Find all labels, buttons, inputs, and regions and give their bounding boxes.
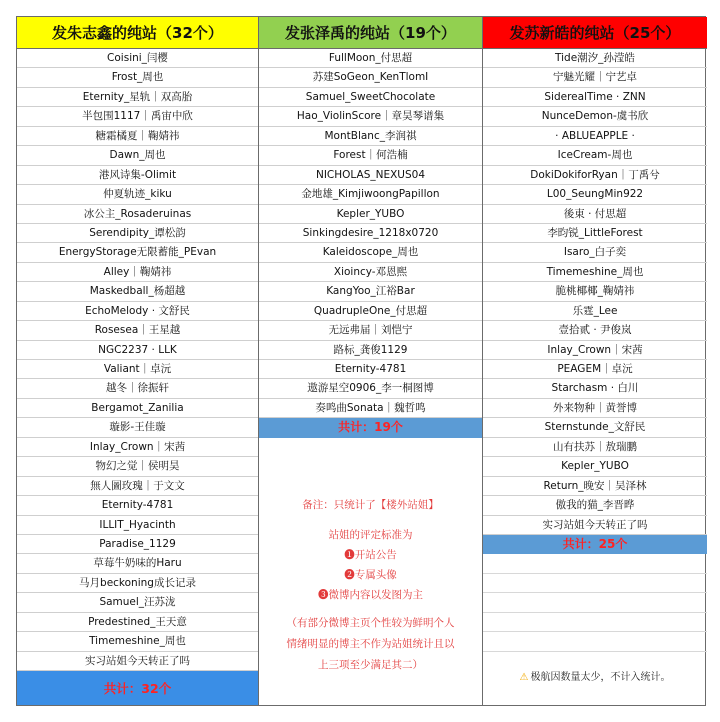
station-row: Eternity_星轨｜双高胎 — [17, 88, 258, 107]
station-row: 港风诗集-Olimit — [17, 166, 258, 185]
station-row: Return_晚安｜吴泽林 — [483, 477, 707, 496]
column-total: 共计：25个 — [483, 535, 707, 555]
station-row: Eternity-4781 — [259, 360, 482, 379]
station-row: Starchasm · 白川 — [483, 379, 707, 398]
station-row: Inlay_Crown｜宋茜 — [483, 341, 707, 360]
station-row: Eternity-4781 — [17, 496, 258, 515]
station-list — [17, 49, 258, 671]
station-row: NunceDemon-虞书欣 — [483, 107, 707, 126]
empty-row — [483, 593, 707, 612]
station-row: Isaro_白子奕 — [483, 243, 707, 262]
station-row: QuadrupleOne_付思超 — [259, 302, 482, 321]
criteria-title: 站姐的评定标准为 — [328, 529, 413, 541]
station-row: Timemeshine_周也 — [17, 632, 258, 651]
column-zhu-zhixin — [17, 17, 259, 705]
station-row: · ABLUEAPPLE · — [483, 127, 707, 146]
station-row: EnergyStorage无限蓄能_PEvan — [17, 243, 258, 262]
station-row: NGC2237 · LLK — [17, 341, 258, 360]
station-row: Samuel_汪苏泷 — [17, 593, 258, 612]
station-row: Xioincy-邓恩熙 — [259, 263, 482, 282]
station-row: Kaleidoscope_周也 — [259, 243, 482, 262]
station-row: L00_SeungMin922 — [483, 185, 707, 204]
warning-triangle-icon: ⚠ — [519, 672, 529, 683]
station-row: EchoMelody · 文舒民 — [17, 302, 258, 321]
footnote-line: （有部分微博主页个性较为鲜明个人 — [286, 617, 455, 629]
station-row: 乐霆_Lee — [483, 302, 707, 321]
criterion-item: ❶开站公告 — [344, 549, 397, 561]
station-row: Coisini_闫樱 — [17, 49, 258, 68]
empty-row — [483, 632, 707, 651]
station-row: Inlay_Crown｜宋茜 — [17, 438, 258, 457]
footnote-line: 上三项至少满足其二） — [318, 659, 423, 671]
station-row: Serendipity_谭松韵 — [17, 224, 258, 243]
station-row: 物幻之觉｜侯明昊 — [17, 457, 258, 476]
station-row: 脆桃椰椰_鞠婧祎 — [483, 282, 707, 301]
station-row: Timemeshine_周也 — [483, 263, 707, 282]
column-header: 发朱志鑫的纯站（32个） — [17, 17, 258, 49]
note-title: 备注：只统计了【楼外站姐】 — [302, 499, 439, 511]
station-row: Predestined_王天意 — [17, 613, 258, 632]
station-row: Frost_周也 — [17, 68, 258, 87]
station-row: ILLIT_Hyacinth — [17, 516, 258, 535]
station-row: SiderealTime · ZNN — [483, 88, 707, 107]
station-row: NICHOLAS_NEXUS04 — [259, 166, 482, 185]
station-row: 傲我的猫_李晋晔 — [483, 496, 707, 515]
station-row: Bergamot_Zanilia — [17, 399, 258, 418]
station-row: 半包围1117｜禹宙中欣 — [17, 107, 258, 126]
station-row: 後東 · 付思超 — [483, 205, 707, 224]
station-row: Forest｜何浩楠 — [259, 146, 482, 165]
station-row: 無人圖玫瑰｜于文文 — [17, 477, 258, 496]
column-total: 共计：32个 — [17, 671, 258, 705]
station-row: PEAGEM｜卓沅 — [483, 360, 707, 379]
station-row: Sinkingdesire_1218x0720 — [259, 224, 482, 243]
empty-row — [483, 554, 707, 573]
station-row: Alley｜鞠婧祎 — [17, 263, 258, 282]
station-row: 苏建SoGeon_KenTlomI — [259, 68, 482, 87]
station-row: Maskedball_杨超越 — [17, 282, 258, 301]
station-row: 山有扶苏｜敖瑞鹏 — [483, 438, 707, 457]
column-zhang-zeyu — [259, 17, 483, 705]
station-row: 马月beckoning成长记录 — [17, 574, 258, 593]
station-row: 仲夏轨迹_kiku — [17, 185, 258, 204]
station-row: Kepler_YUBO — [483, 457, 707, 476]
warning-note — [483, 668, 707, 683]
station-row: IceCream-周也 — [483, 146, 707, 165]
station-row: 遨游星空0906_李一桐图博 — [259, 379, 482, 398]
station-row: 外来物种｜黄誉博 — [483, 399, 707, 418]
empty-row — [483, 613, 707, 632]
station-row: Hao_ViolinScore｜章昊琴谱集 — [259, 107, 482, 126]
station-row: 壹拾贰 · 尹俊岚 — [483, 321, 707, 340]
criteria-note — [259, 495, 482, 676]
station-list — [259, 49, 482, 418]
note-footnote — [259, 613, 482, 676]
station-row: Tide潮汐_孙滢皓 — [483, 49, 707, 68]
station-list — [483, 49, 707, 535]
station-row: 实习站姐今天转正了吗 — [483, 516, 707, 535]
column-header: 发张泽禹的纯站（19个） — [259, 17, 482, 49]
station-row: 草莓牛奶味的Haru — [17, 554, 258, 573]
station-row: Samuel_SweetChocolate — [259, 88, 482, 107]
column-total: 共计：19个 — [259, 418, 482, 438]
warning-text: 极航因数量太少，不计入统计。 — [530, 672, 671, 683]
criterion-item: ❷专属头像 — [344, 569, 397, 581]
station-row: 越冬｜徐振轩 — [17, 379, 258, 398]
station-row: 实习站姐今天转正了吗 — [17, 652, 258, 671]
station-row: KangYoo_江裕Bar — [259, 282, 482, 301]
station-row: Kepler_YUBO — [259, 205, 482, 224]
column-header: 发苏新皓的纯站（25个） — [483, 17, 707, 49]
empty-rows — [483, 554, 707, 651]
station-row: Paradise_1129 — [17, 535, 258, 554]
column-su-xinhao — [483, 17, 707, 705]
station-row: Sternstunde_文舒民 — [483, 418, 707, 437]
station-row: Valiant｜卓沅 — [17, 360, 258, 379]
station-row: 路标_龚俊1129 — [259, 341, 482, 360]
station-row: DokiDokiforRyan｜丁禹兮 — [483, 166, 707, 185]
station-row: FullMoon_付思超 — [259, 49, 482, 68]
station-row: 璇影-王佳璇 — [17, 418, 258, 437]
footnote-line: 情绪明显的博主不作为站姐统计且以 — [286, 638, 455, 650]
station-row: 金地雄_KimjiwoongPapillon — [259, 185, 482, 204]
station-row: 宁魅光耀｜宁艺卓 — [483, 68, 707, 87]
criterion-item: ❸微博内容以发图为主 — [318, 589, 423, 601]
empty-row — [483, 574, 707, 593]
station-row: 李昀锐_LittleForest — [483, 224, 707, 243]
station-row: 糖霜橘夏｜鞠婧祎 — [17, 127, 258, 146]
station-row: Rosesea｜王星越 — [17, 321, 258, 340]
station-row: 奏鸣曲Sonata｜魏哲鸣 — [259, 399, 482, 418]
station-row: MontBlanc_李润祺 — [259, 127, 482, 146]
sheet-table — [16, 16, 706, 706]
station-row: 冰公主_Rosaderuinas — [17, 205, 258, 224]
station-row: 无远弗届｜刘恺宁 — [259, 321, 482, 340]
station-row: Dawn_周也 — [17, 146, 258, 165]
